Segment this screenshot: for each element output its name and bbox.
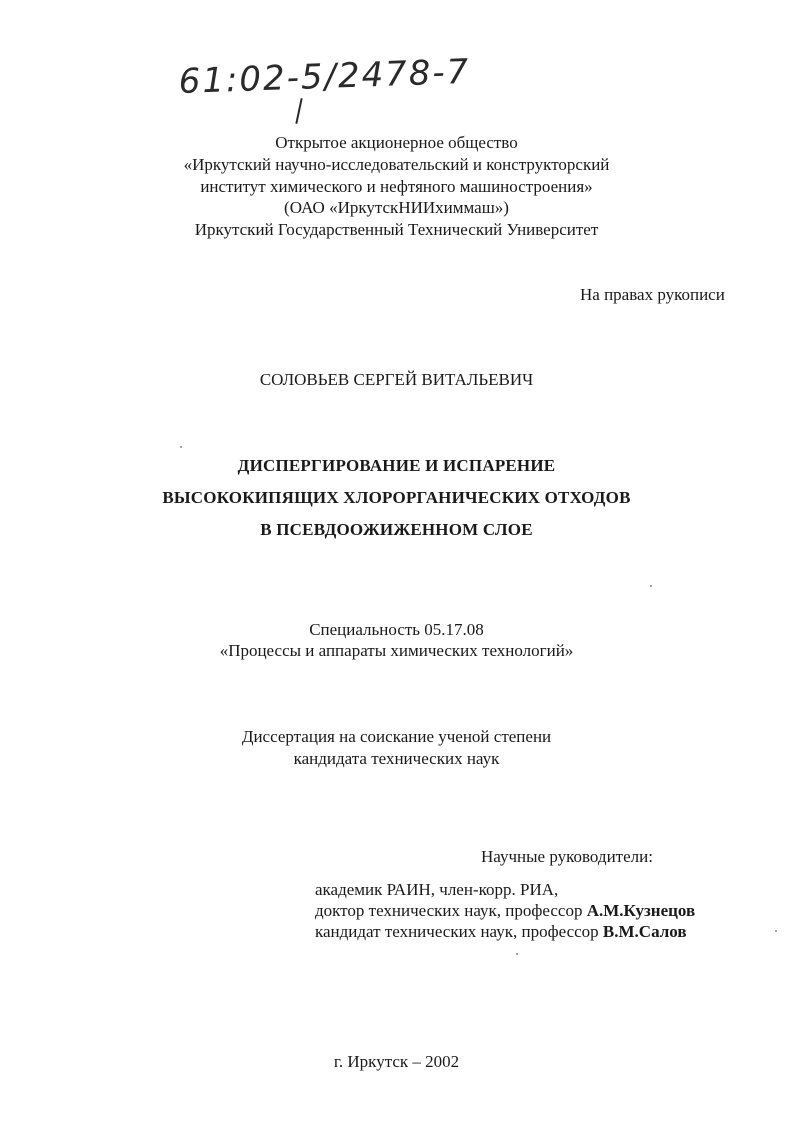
organization-line-3: институт химического и нефтяного машиностроения» <box>200 177 593 196</box>
scan-speck <box>775 930 777 932</box>
handwritten-stroke <box>295 98 302 124</box>
scan-speck <box>180 446 182 448</box>
degree-line-1: Диссертация на соискание ученой степени <box>241 727 552 746</box>
degree-line-2: кандидата технических наук <box>293 749 500 768</box>
supervisor-line-3 <box>315 921 687 942</box>
supervisor-line-1: академик РАИН, член-корр. РИА, <box>315 880 559 899</box>
organization-line-5: Иркутский Государственный Технический Университет <box>194 220 599 239</box>
manuscript-rights: На правах рукописи <box>580 285 725 304</box>
supervisors-heading: Научные руководители: <box>481 847 653 866</box>
title-line-1: ДИСПЕРГИРОВАНИЕ И ИСПАРЕНИЕ <box>237 456 556 475</box>
place-and-year: г. Иркутск – 2002 <box>333 1052 460 1071</box>
supervisor-line-2 <box>315 900 695 921</box>
organization-line-1: Открытое акционерное общество <box>275 133 518 152</box>
specialty-code: Специальность 05.17.08 <box>309 620 484 639</box>
archive-code-handwritten: 61:02-5/2478-7 <box>178 51 471 102</box>
supervisor-1-name: А.М.Кузнецов <box>586 901 696 920</box>
specialty-name: «Процессы и аппараты химических технологий» <box>219 641 574 660</box>
supervisor-1-title: доктор технических наук, профессор <box>315 901 583 920</box>
scan-speck <box>650 585 652 587</box>
organization-line-4: (ОАО «ИркутскНИИхиммаш») <box>284 198 509 217</box>
supervisor-2-title: кандидат технических наук, профессор <box>315 922 599 941</box>
scan-speck <box>516 953 518 955</box>
author-name: СОЛОВЬЕВ СЕРГЕЙ ВИТАЛЬЕВИЧ <box>259 370 534 389</box>
title-line-3: В ПСЕВДООЖИЖЕННОМ СЛОЕ <box>260 520 533 539</box>
organization-line-2: «Иркутский научно-исследовательский и конструкторский <box>183 155 610 174</box>
supervisor-2-name: В.М.Салов <box>602 922 687 941</box>
title-line-2: ВЫСОКОКИПЯЩИХ ХЛОРОРГАНИЧЕСКИХ ОТХОДОВ <box>162 488 631 507</box>
